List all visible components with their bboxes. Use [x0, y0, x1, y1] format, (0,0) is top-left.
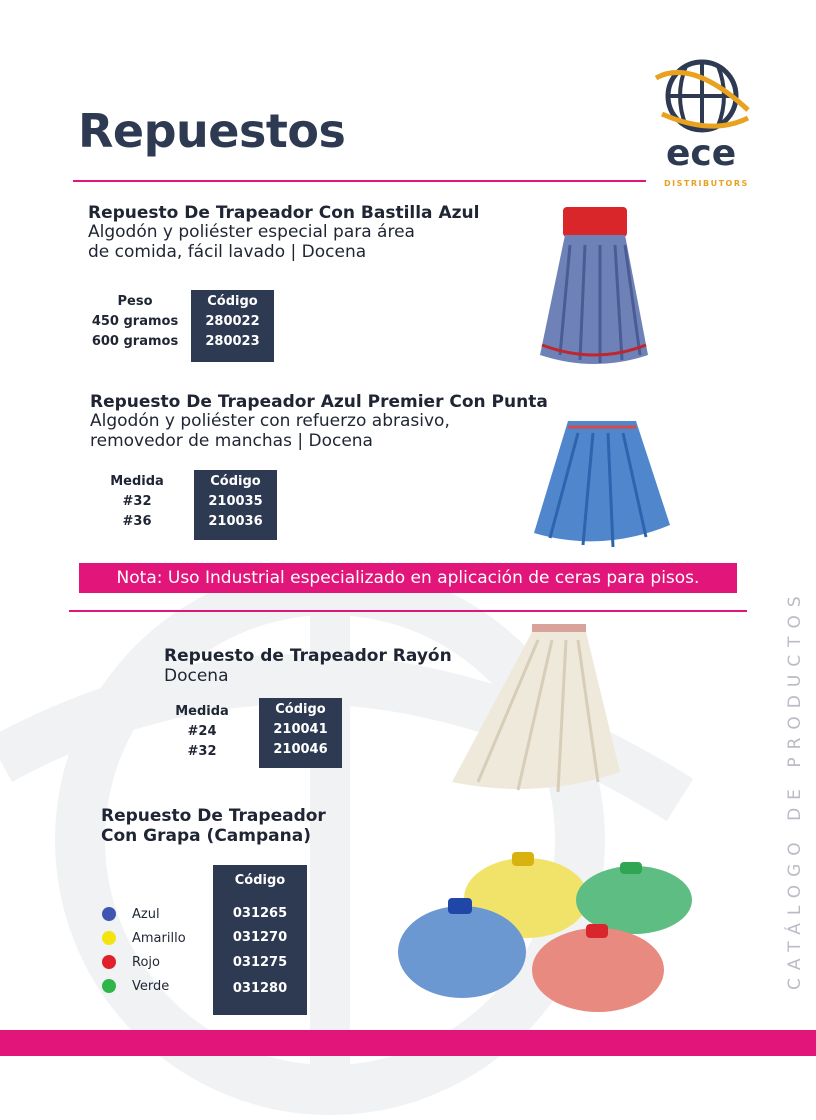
product-3-code-box [259, 698, 342, 768]
product-code: 210041 [273, 722, 328, 737]
product-code: 031275 [232, 955, 288, 970]
product-1-title: Repuesto De Trapeador Con Bastilla Azul [88, 203, 480, 223]
product-3-desc: Docena [164, 666, 229, 686]
label-header: Medida [110, 474, 164, 489]
blue-mop-image [530, 205, 660, 375]
color-name: Azul [132, 907, 160, 922]
code-header: Código [207, 294, 258, 309]
code-header: Código [234, 873, 286, 888]
page-title: Repuestos [78, 104, 346, 158]
footer-bar [0, 1030, 816, 1056]
color-name: Rojo [132, 955, 160, 970]
product-4-code-box [213, 865, 307, 1015]
product-code: 031265 [232, 906, 288, 921]
section-divider [69, 610, 747, 612]
product-code: 210036 [208, 514, 263, 529]
product-4-title-line: Repuesto De Trapeador [101, 806, 326, 826]
product-1-label-column [88, 292, 182, 352]
globe-icon [652, 56, 752, 142]
product-2-label-column [100, 472, 174, 532]
product-1-desc-line: Algodón y poliéster especial para área [88, 222, 415, 242]
row-label: #24 [187, 724, 217, 739]
green-color-dot [102, 979, 116, 993]
blue-premier-mop-image [528, 413, 676, 553]
product-code: 280022 [205, 314, 260, 329]
ece-logo [652, 56, 752, 191]
row-label: #32 [187, 744, 217, 759]
product-2-title: Repuesto De Trapeador Azul Premier Con Punta [90, 392, 548, 412]
white-rayon-mop-image [448, 622, 624, 800]
logo-tagline: DISTRIBUTORS [664, 179, 749, 188]
product-3-label-column [168, 702, 236, 762]
product-code: 210046 [273, 742, 328, 757]
row-label: #36 [122, 514, 152, 529]
product-2-desc-line: Algodón y poliéster con refuerzo abrasivo, [90, 411, 450, 431]
label-header: Medida [175, 704, 229, 719]
product-3-title: Repuesto de Trapeador Rayón [164, 646, 452, 666]
product-code: 031280 [232, 981, 288, 996]
product-4-title-line: Con Grapa (Campana) [101, 826, 311, 846]
label-header: Peso [117, 294, 153, 309]
product-code: 280023 [205, 334, 260, 349]
red-color-dot [102, 955, 116, 969]
code-header: Código [210, 474, 261, 489]
catalog-side-label: CATÁLOGO DE PRODUCTOS [785, 588, 805, 990]
product-code: 031270 [232, 930, 288, 945]
row-label: 600 gramos [91, 334, 179, 349]
product-2-desc-line: removedor de manchas | Docena [90, 431, 373, 451]
product-code: 210035 [208, 494, 263, 509]
product-4-title [101, 806, 326, 846]
product-1-desc [88, 222, 415, 262]
blue-color-dot [102, 907, 116, 921]
title-divider [73, 180, 646, 182]
color-name: Verde [132, 979, 170, 994]
product-1-desc-line: de comida, fácil lavado | Docena [88, 242, 367, 262]
product-1-code-box [191, 290, 274, 362]
yellow-color-dot [102, 931, 116, 945]
product-2-desc [90, 411, 450, 451]
row-label: #32 [122, 494, 152, 509]
code-header: Código [275, 702, 326, 717]
row-label: 450 gramos [91, 314, 179, 329]
logo-name: ece [666, 133, 737, 174]
product-2-code-box [194, 470, 277, 540]
color-mops-group-image [398, 848, 700, 1024]
color-name: Amarillo [132, 931, 186, 946]
note-banner: Nota: Uso Industrial especializado en aplicación de ceras para pisos. [79, 563, 737, 593]
